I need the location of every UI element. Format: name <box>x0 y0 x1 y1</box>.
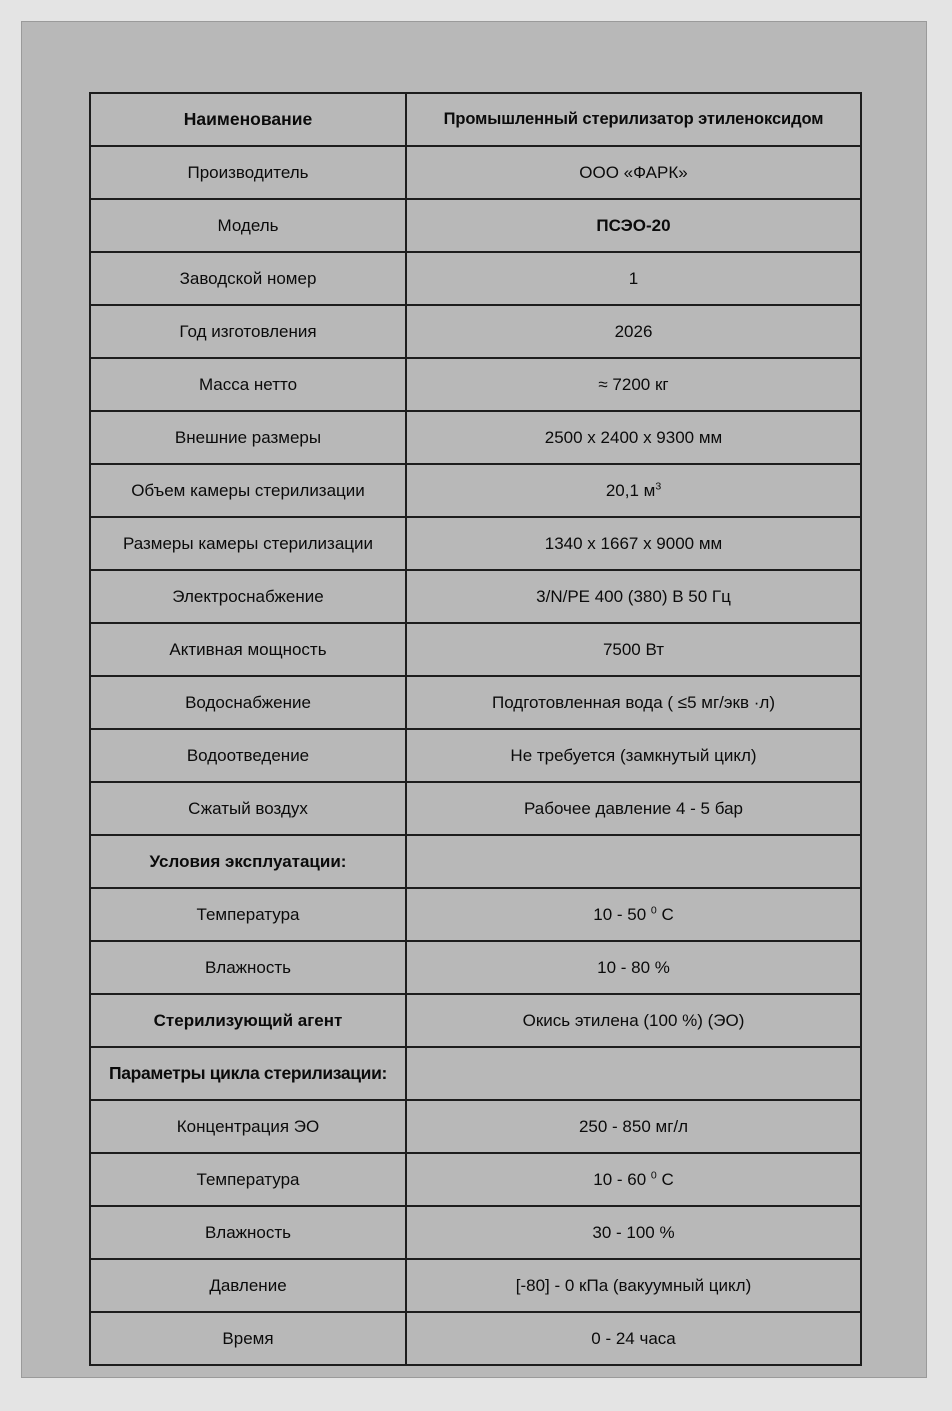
spec-value: [-80] - 0 кПа (вакуумный цикл) <box>406 1259 861 1312</box>
spec-label: Влажность <box>90 1206 406 1259</box>
table-row <box>90 411 861 464</box>
spec-value: Подготовленная вода ( ≤5 мг/экв ·л) <box>406 676 861 729</box>
table-row <box>90 252 861 305</box>
table-row <box>90 1259 861 1312</box>
spec-label: Размеры камеры стерилизации <box>90 517 406 570</box>
table-row <box>90 570 861 623</box>
spec-value: 7500 Вт <box>406 623 861 676</box>
spec-value: ООО «ФАРК» <box>406 146 861 199</box>
spec-value: 3/N/PE 400 (380) В 50 Гц <box>406 570 861 623</box>
spec-value: 1340 х 1667 х 9000 мм <box>406 517 861 570</box>
table-row <box>90 676 861 729</box>
document-page <box>21 21 927 1378</box>
table-row <box>90 1047 861 1100</box>
spec-value <box>406 1153 861 1206</box>
table-row <box>90 146 861 199</box>
spec-label: Заводской номер <box>90 252 406 305</box>
spec-value-superscript: 0 <box>650 904 657 917</box>
table-row <box>90 305 861 358</box>
spec-value: 10 - 80 % <box>406 941 861 994</box>
spec-value-text: 10 - 50 <box>593 904 651 924</box>
spec-label: Водоснабжение <box>90 676 406 729</box>
table-row <box>90 941 861 994</box>
spec-value: ≈ 7200 кг <box>406 358 861 411</box>
spec-value-superscript: 0 <box>650 1169 657 1182</box>
spec-value: 30 - 100 % <box>406 1206 861 1259</box>
spec-value: ПСЭО-20 <box>406 199 861 252</box>
table-row <box>90 782 861 835</box>
spec-value-text: 20,1 м <box>605 480 656 500</box>
section-heading-label: Параметры цикла стерилизации: <box>90 1047 406 1100</box>
table-row <box>90 464 861 517</box>
table-row <box>90 358 861 411</box>
spec-value <box>406 888 861 941</box>
spec-label: Год изготовления <box>90 305 406 358</box>
spec-value <box>406 464 861 517</box>
table-row <box>90 729 861 782</box>
spec-value: 2500 х 2400 х 9300 мм <box>406 411 861 464</box>
spec-label: Водоотведение <box>90 729 406 782</box>
table-row <box>90 994 861 1047</box>
spec-label: Внешние размеры <box>90 411 406 464</box>
spec-value: Не требуется (замкнутый цикл) <box>406 729 861 782</box>
table-row <box>90 93 861 146</box>
spec-label: Масса нетто <box>90 358 406 411</box>
spec-value: 2026 <box>406 305 861 358</box>
table-row <box>90 199 861 252</box>
table-row <box>90 517 861 570</box>
spec-value: Промышленный стерилизатор этиленоксидом <box>406 93 861 146</box>
spec-label: Модель <box>90 199 406 252</box>
spec-value: 250 - 850 мг/л <box>406 1100 861 1153</box>
table-row <box>90 888 861 941</box>
spec-value-empty <box>406 835 861 888</box>
spec-label: Влажность <box>90 941 406 994</box>
spec-label: Стерилизующий агент <box>90 994 406 1047</box>
spec-label: Температура <box>90 888 406 941</box>
spec-label: Активная мощность <box>90 623 406 676</box>
spec-label: Объем камеры стерилизации <box>90 464 406 517</box>
spec-label: Наименование <box>90 93 406 146</box>
spec-value-unit: C <box>656 904 674 924</box>
spec-value: Рабочее давление 4 - 5 бар <box>406 782 861 835</box>
table-row <box>90 1312 861 1365</box>
section-heading-label: Условия эксплуатации: <box>90 835 406 888</box>
spec-label: Время <box>90 1312 406 1365</box>
spec-value-text: 10 - 60 <box>593 1169 651 1189</box>
specifications-table-body <box>90 93 861 1365</box>
table-row <box>90 1206 861 1259</box>
spec-label: Производитель <box>90 146 406 199</box>
table-row <box>90 1100 861 1153</box>
spec-label: Сжатый воздух <box>90 782 406 835</box>
spec-value: Окись этилена (100 %) (ЭО) <box>406 994 861 1047</box>
spec-value-empty <box>406 1047 861 1100</box>
spec-value: 1 <box>406 252 861 305</box>
spec-label: Давление <box>90 1259 406 1312</box>
spec-label: Электроснабжение <box>90 570 406 623</box>
spec-value-superscript: 3 <box>655 480 662 493</box>
table-row <box>90 623 861 676</box>
spec-label: Температура <box>90 1153 406 1206</box>
specifications-table <box>89 92 862 1366</box>
spec-value: 0 - 24 часа <box>406 1312 861 1365</box>
spec-label: Концентрация ЭО <box>90 1100 406 1153</box>
table-row <box>90 835 861 888</box>
table-row <box>90 1153 861 1206</box>
spec-value-unit: C <box>656 1169 674 1189</box>
